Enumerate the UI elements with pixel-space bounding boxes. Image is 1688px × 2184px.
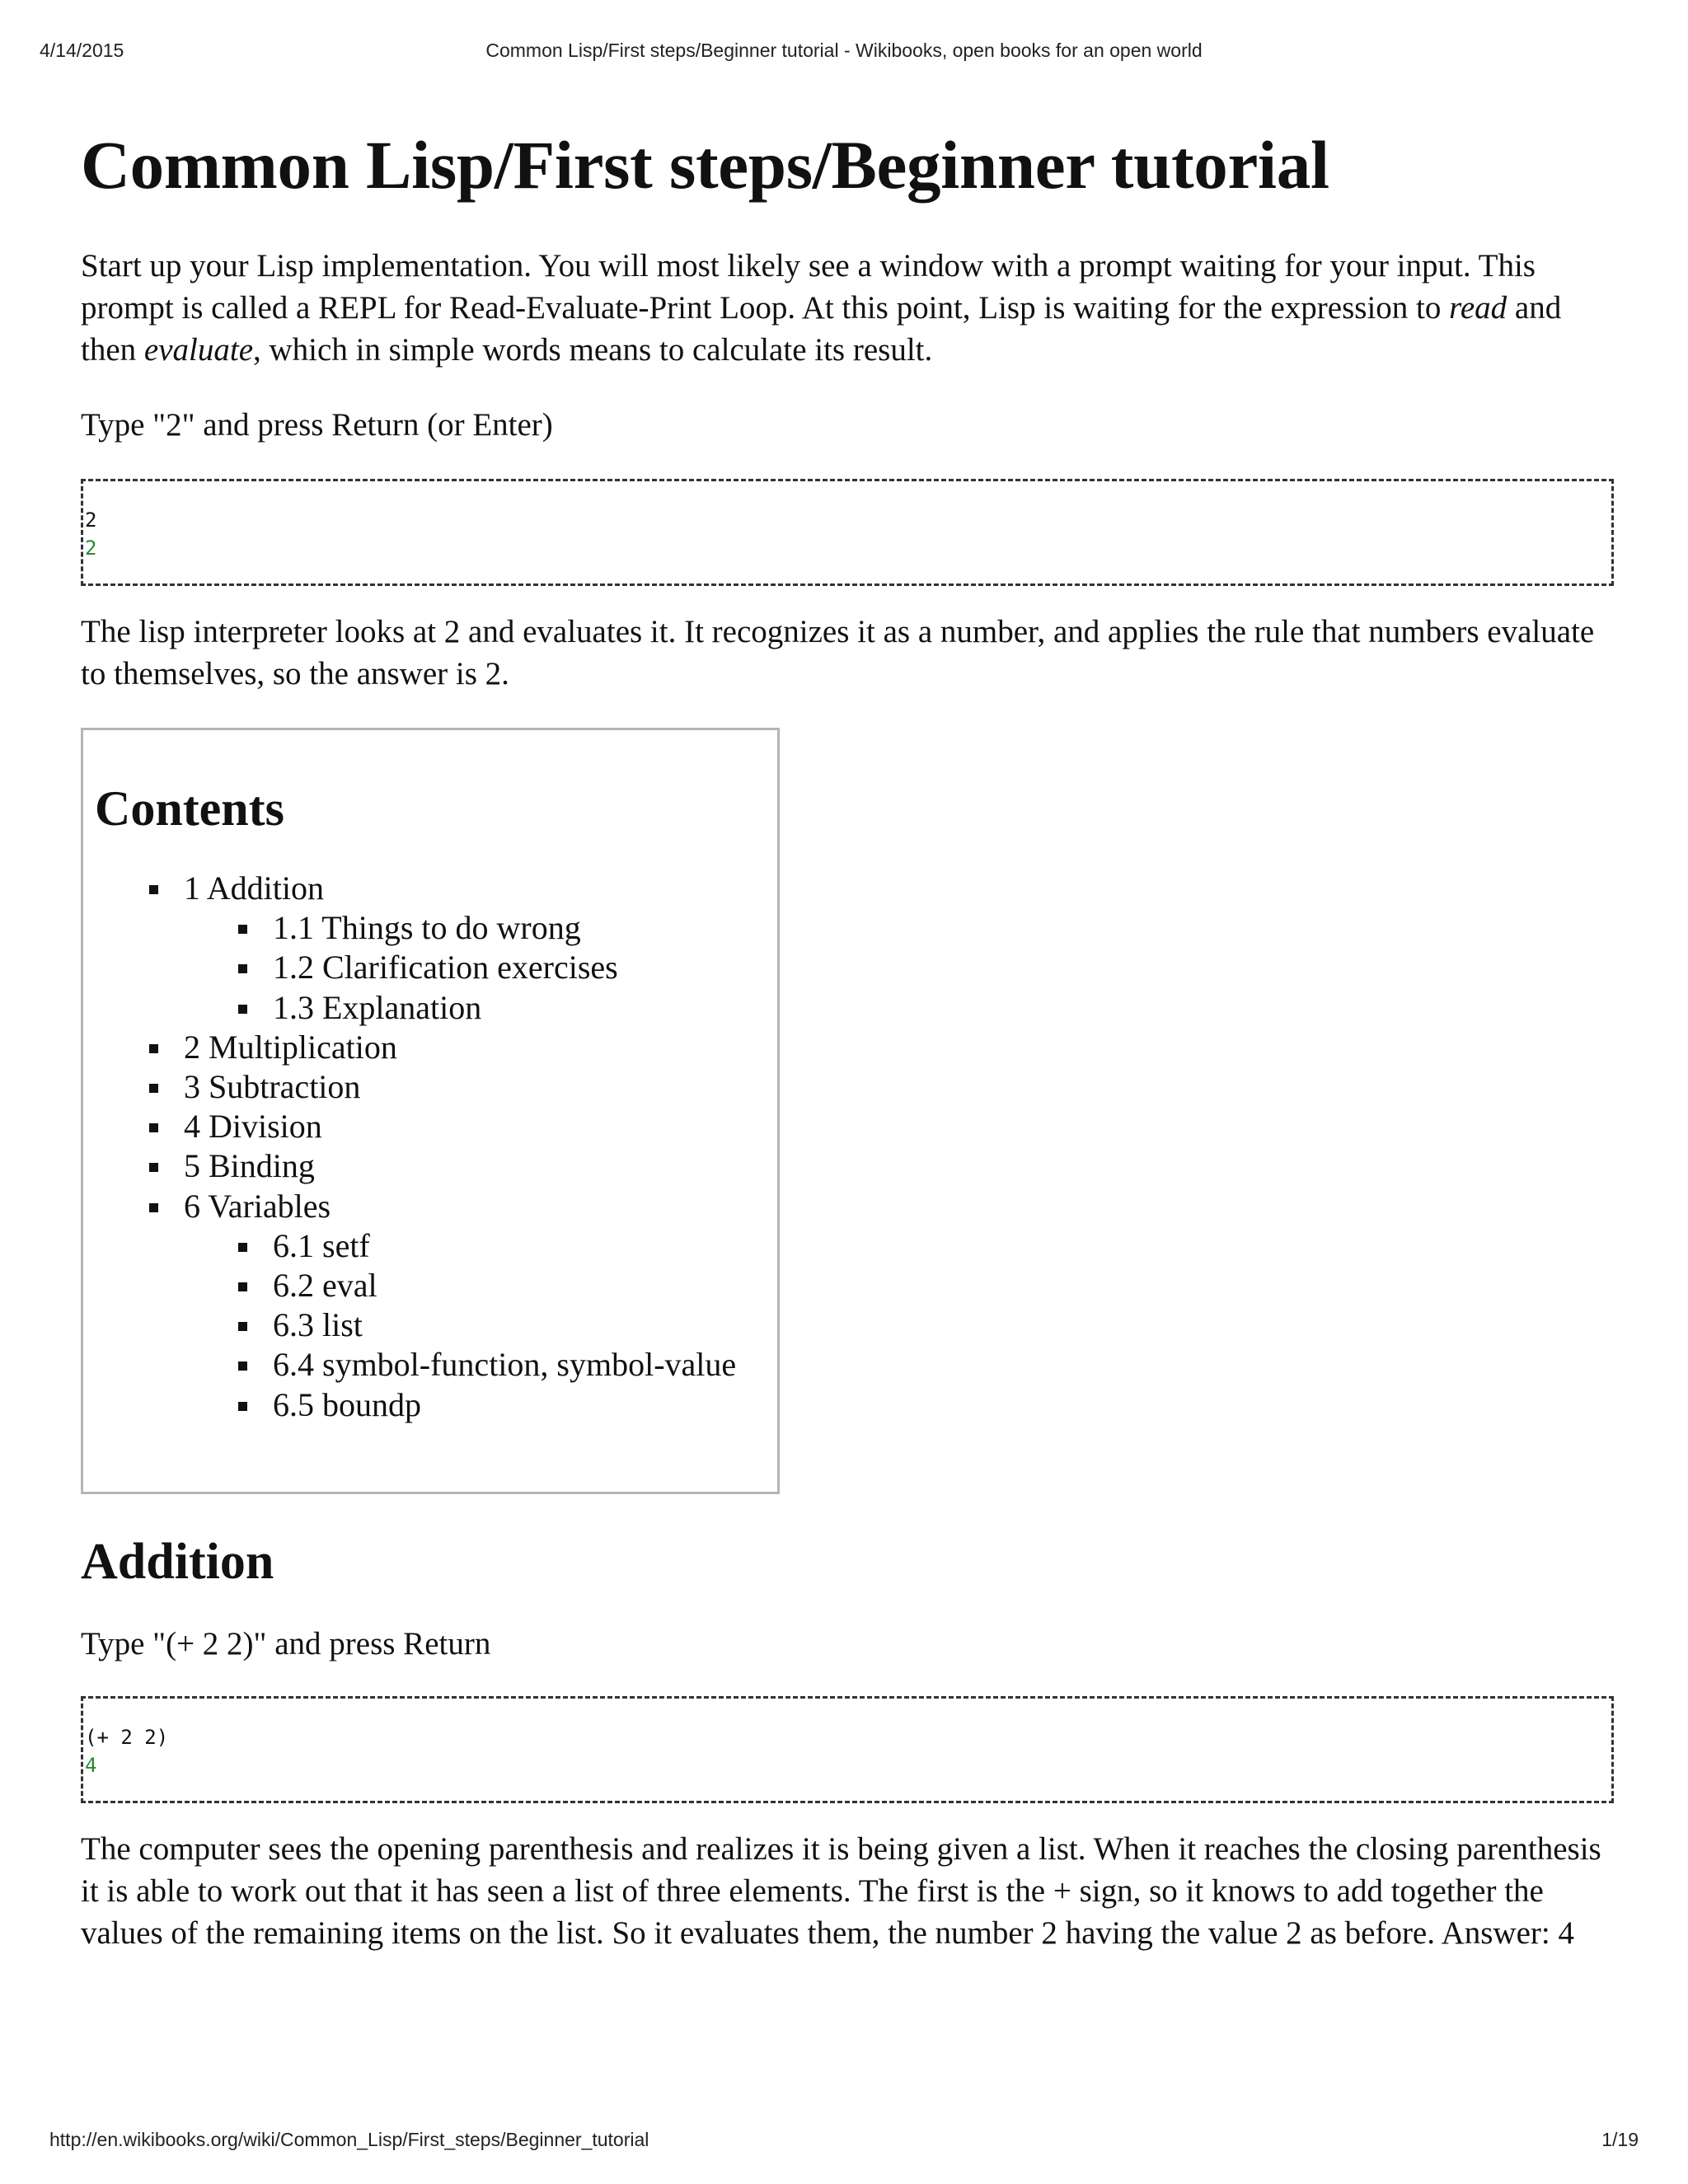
square-bullet-icon [238, 1361, 247, 1371]
code-input: (+ 2 2) [85, 1726, 169, 1749]
toc-item-label: 4 Division [184, 1108, 322, 1146]
toc-item[interactable] [95, 1107, 777, 1146]
table-of-contents [81, 728, 780, 1494]
square-bullet-icon [238, 964, 247, 973]
square-bullet-icon [238, 1005, 247, 1014]
toc-item[interactable] [95, 1146, 777, 1186]
addition-explanation: The computer sees the opening parenthesis and realizes it is being given a list. When it reaches the closing parenthesis it is able to work out that it has seen a list of three elements. The first is the + sign, so it knows to add together the values of the remaining items on the list. So it evaluates them, the number 2 having the value 2 as before. Answer: 4 [81, 1831, 1601, 1951]
intro-text-3: , which in simple words means to calculate its result. [253, 332, 933, 368]
intro-text-1: Start up your Lisp implementation. You will most likely see a window with a prompt waiting for your input. This prompt is called a REPL for Read-Evaluate-Print Loop. At this point, Lisp is waiting for the expression to [81, 248, 1536, 326]
toc-item-label: 2 Multiplication [184, 1028, 397, 1066]
intro-paragraph [81, 245, 1614, 371]
code-output: 4 [85, 1754, 97, 1777]
toc-item-label: 3 Subtraction [184, 1068, 361, 1106]
type-2-instruction: Type "2" and press Return (or Enter) [81, 407, 553, 443]
toc-title: Contents [95, 781, 285, 836]
print-footer [49, 2129, 1639, 2154]
toc-item[interactable] [95, 1187, 777, 1226]
toc-item[interactable] [95, 1345, 777, 1385]
square-bullet-icon [238, 925, 247, 934]
intro-em-read: read [1449, 290, 1507, 326]
print-date: 4/14/2015 [40, 40, 124, 61]
square-bullet-icon [149, 1203, 158, 1212]
toc-item-label: 1.2 Clarification exercises [273, 949, 618, 987]
toc-item-label: 1 Addition [184, 869, 325, 907]
toc-item-label: 6.3 list [273, 1306, 363, 1344]
toc-item-label: 6.5 boundp [273, 1385, 421, 1423]
intro-text-2: and then [81, 290, 1562, 368]
square-bullet-icon [238, 1243, 247, 1252]
toc-item[interactable] [95, 908, 777, 948]
code-output: 2 [85, 537, 97, 560]
code-block-2 [81, 479, 1614, 586]
toc-item[interactable] [95, 1028, 777, 1067]
toc-item-label: 1.3 Explanation [273, 988, 482, 1026]
print-page-title: Common Lisp/First steps/Beginner tutorial - Wikibooks, open books for an open world [485, 40, 1203, 61]
toc-item-label: 6.1 setf [273, 1226, 370, 1264]
toc-item[interactable] [95, 1266, 777, 1305]
square-bullet-icon [149, 885, 158, 894]
toc-item[interactable] [95, 1305, 777, 1345]
page-url: http://en.wikibooks.org/wiki/Common_Lisp/First_steps/Beginner_tutorial [49, 2129, 649, 2150]
square-bullet-icon [149, 1163, 158, 1172]
print-header [40, 40, 1648, 68]
toc-item[interactable] [95, 1226, 777, 1266]
square-bullet-icon [238, 1402, 247, 1411]
page-title: Common Lisp/First steps/Beginner tutorial [81, 127, 1329, 203]
square-bullet-icon [238, 1282, 247, 1291]
toc-item-label: 5 Binding [184, 1147, 315, 1185]
toc-item-label: 1.1 Things to do wrong [273, 909, 581, 947]
code-input: 2 [85, 509, 97, 532]
square-bullet-icon [149, 1044, 158, 1053]
toc-item[interactable] [95, 1385, 777, 1425]
toc-item-label: 6.2 eval [273, 1267, 377, 1305]
addition-instruction: Type "(+ 2 2)" and press Return [81, 1626, 491, 1661]
toc-item[interactable] [95, 1067, 777, 1107]
toc-item[interactable] [95, 948, 777, 987]
toc-item[interactable] [95, 988, 777, 1028]
toc-item-label: 6.4 symbol-function, symbol-value [273, 1346, 737, 1384]
toc-item-label: 6 Variables [184, 1187, 331, 1225]
section-heading-addition: Addition [81, 1534, 274, 1590]
square-bullet-icon [238, 1322, 247, 1331]
explanation-paragraph: The lisp interpreter looks at 2 and evaluates it. It recognizes it as a number, and applies the rule that numbers evaluate to themselves, so the answer is 2. [81, 614, 1595, 691]
toc-item[interactable] [95, 869, 777, 908]
code-block-addition [81, 1696, 1614, 1803]
article-body [81, 124, 1614, 1954]
page-number: 1/19 [1601, 2129, 1639, 2150]
toc-list [95, 869, 777, 1425]
square-bullet-icon [149, 1084, 158, 1093]
intro-em-evaluate: evaluate [143, 332, 254, 368]
square-bullet-icon [149, 1123, 158, 1132]
